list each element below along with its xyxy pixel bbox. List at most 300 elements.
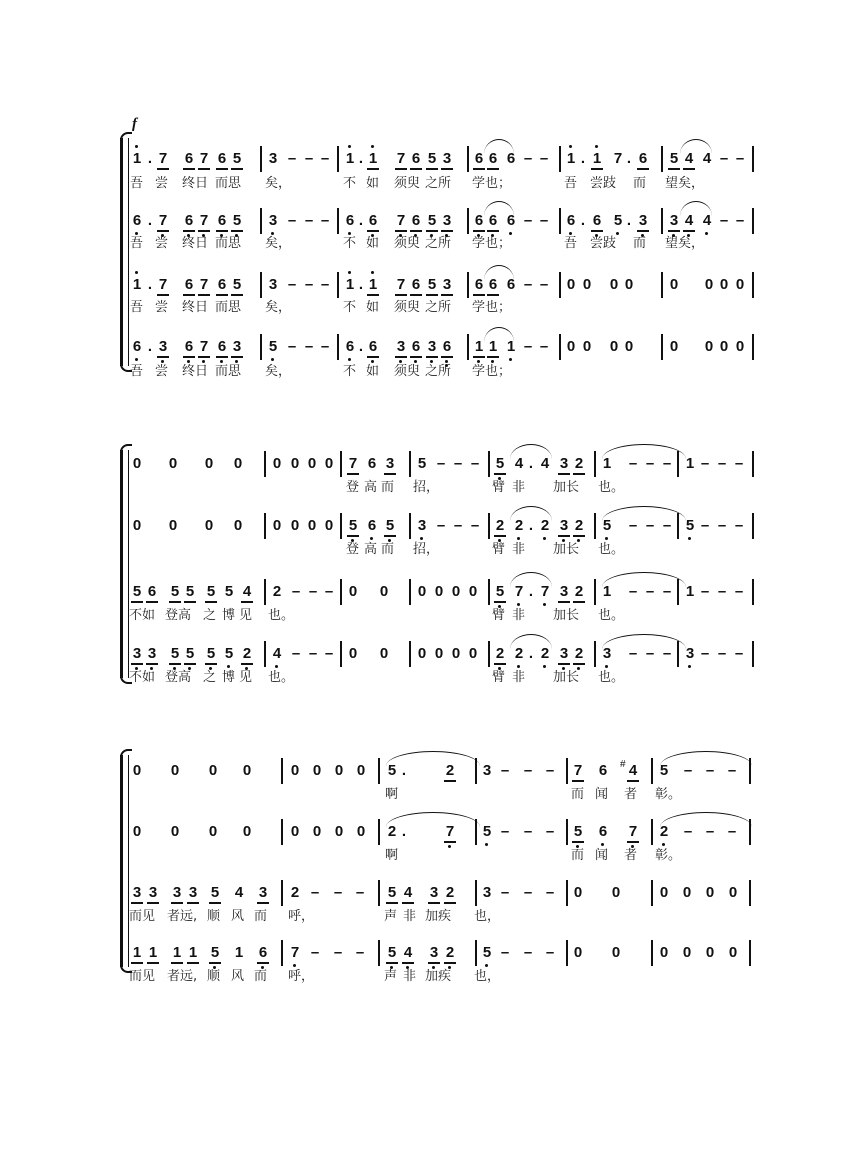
note-digit: 0 [272, 517, 282, 534]
note-digit: 7 [445, 823, 455, 840]
slur-tie [386, 812, 480, 827]
note-digit: 6 [184, 338, 194, 355]
note [667, 150, 681, 168]
note [427, 944, 441, 962]
note [394, 276, 408, 294]
augmentation-dot: . [147, 212, 153, 229]
duration-dash: – [717, 583, 727, 600]
barline [752, 146, 754, 172]
octave-down-dot [399, 360, 402, 363]
note [168, 583, 182, 601]
rest [202, 455, 216, 473]
duration-dash: – [304, 276, 314, 293]
note-digit: 0 [290, 823, 300, 840]
rest [415, 645, 429, 663]
lyric-text: 也。 [598, 670, 625, 685]
duration-dash: – [453, 455, 463, 472]
note [394, 150, 408, 168]
duration-dash: – [470, 517, 480, 534]
rest [130, 823, 144, 841]
note-digit: 7 [199, 276, 209, 293]
note-digit: 4 [403, 884, 413, 901]
duration-dash: – [523, 884, 533, 901]
note [156, 338, 170, 356]
note-digit: 0 [417, 583, 427, 600]
lyric-text: 不如 [129, 608, 156, 623]
note-digit: 6 [184, 212, 194, 229]
lyric-text: 须臾 [394, 176, 421, 191]
lyric-text: 而见 [129, 909, 156, 924]
note-digit: 6 [506, 212, 516, 229]
duration-dash: – [320, 276, 330, 293]
note-digit: 0 [290, 455, 300, 472]
note-digit: 0 [468, 583, 478, 600]
note [590, 212, 604, 230]
lyric-text: 矣， [265, 236, 292, 251]
rest [607, 276, 621, 294]
note-digit: 2 [574, 645, 584, 662]
note-digit: 6 [598, 823, 608, 840]
note-digit: 6 [638, 150, 648, 167]
duration-dash: – [436, 455, 446, 472]
note [346, 517, 360, 535]
note-digit: 3 [429, 944, 439, 961]
barline [488, 579, 490, 605]
duration-dash: – [539, 150, 549, 167]
note-digit: 0 [307, 455, 317, 472]
rest [354, 823, 368, 841]
lyric-text: 吾 [130, 364, 144, 379]
rest [733, 338, 747, 356]
lyric-text: 望矣， [665, 176, 705, 191]
rest [354, 762, 368, 780]
note-digit: 2 [242, 645, 252, 662]
augmentation-dot: . [147, 276, 153, 293]
rest [680, 944, 694, 962]
note-digit: 1 [368, 150, 378, 167]
barline [378, 819, 380, 845]
rest [432, 583, 446, 601]
barline [337, 334, 339, 360]
rest [130, 762, 144, 780]
rest [130, 455, 144, 473]
barline [651, 940, 653, 966]
note-digit: 3 [482, 762, 492, 779]
lyric-text: 不 [343, 300, 357, 315]
rest [231, 517, 245, 535]
duration-dash: – [700, 455, 710, 472]
barline [752, 451, 754, 477]
note [401, 944, 415, 962]
barline [467, 272, 469, 298]
note [130, 338, 144, 356]
barline [281, 940, 283, 966]
note-digit: 6 [411, 338, 421, 355]
note-digit: 5 [232, 212, 242, 229]
note-digit: 0 [728, 944, 738, 961]
lyric-text: 尝 [155, 236, 169, 251]
lyric-text: 臂 [492, 608, 506, 623]
note [156, 212, 170, 230]
note-digit: 1 [132, 150, 142, 167]
lyric-text: 见 [239, 670, 253, 685]
rest [305, 455, 319, 473]
barline [594, 641, 596, 667]
augmentation-dot: . [358, 212, 364, 229]
note [183, 583, 197, 601]
lyric-text: 加长 [553, 480, 580, 495]
note-digit: 3 [258, 884, 268, 901]
note-digit: 0 [719, 276, 729, 293]
lyric-text: 招， [413, 542, 440, 557]
octave-down-dot [202, 360, 205, 363]
slur-tie [602, 634, 686, 649]
note [564, 150, 578, 168]
rest [717, 276, 731, 294]
rest [270, 455, 284, 473]
duration-dash: – [645, 455, 655, 472]
lyric-text: 非 [512, 608, 526, 623]
lyric-text: 如 [366, 236, 380, 251]
lyric-text: 而思 [215, 300, 242, 315]
rest [346, 583, 360, 601]
rest [377, 583, 391, 601]
rest [166, 517, 180, 535]
octave-down-dot [605, 537, 608, 540]
slur-tie [602, 444, 686, 459]
note [288, 884, 302, 902]
augmentation-dot: . [580, 212, 586, 229]
note [571, 823, 585, 841]
lyric-text: 顺 [207, 969, 221, 984]
note [626, 823, 640, 841]
note-digit: 6 [258, 944, 268, 961]
note [215, 150, 229, 168]
note [425, 338, 439, 356]
note-digit: 0 [324, 517, 334, 534]
rest [202, 517, 216, 535]
note-digit: 2 [514, 645, 524, 662]
note-digit: 0 [348, 645, 358, 662]
octave-down-dot [370, 537, 373, 540]
octave-down-dot [271, 232, 274, 235]
note-digit: 0 [735, 276, 745, 293]
note-digit: 6 [147, 583, 157, 600]
duration-dash: – [291, 645, 301, 662]
barline [661, 208, 663, 234]
note-digit: 0 [434, 645, 444, 662]
octave-up-dot [371, 145, 374, 148]
note-digit: 7 [199, 212, 209, 229]
duration-dash: – [287, 150, 297, 167]
note-digit: 5 [427, 276, 437, 293]
octave-down-dot [509, 358, 512, 361]
note-digit: 6 [411, 150, 421, 167]
note [401, 884, 415, 902]
note [557, 455, 571, 473]
barline [340, 451, 342, 477]
note [232, 884, 246, 902]
note-digit: 1 [685, 583, 695, 600]
note-digit: 7 [158, 212, 168, 229]
note [204, 645, 218, 663]
rest [667, 276, 681, 294]
note-digit: 0 [624, 338, 634, 355]
note-digit: 7 [514, 583, 524, 600]
note-digit: 6 [217, 338, 227, 355]
note-digit: 4 [272, 645, 282, 662]
rest [322, 517, 336, 535]
lyric-text: 学也； [472, 364, 512, 379]
note-digit: 5 [669, 150, 679, 167]
system-bracket [120, 138, 129, 366]
note-digit: 6 [217, 150, 227, 167]
lyric-text: 登高 [165, 608, 192, 623]
lyric-text: 而 [381, 480, 395, 495]
lyric-text: 如 [366, 300, 380, 315]
barline [260, 334, 262, 360]
rest [607, 338, 621, 356]
note [270, 645, 284, 663]
note-digit: 6 [474, 150, 484, 167]
slur-tie [510, 444, 552, 459]
note [557, 583, 571, 601]
note-digit: 0 [682, 944, 692, 961]
barline [264, 641, 266, 667]
octave-down-dot [161, 360, 164, 363]
note-digit: 5 [232, 276, 242, 293]
rest [168, 823, 182, 841]
note [346, 455, 360, 473]
duration-dash: – [705, 762, 715, 779]
rest [702, 276, 716, 294]
rest [564, 338, 578, 356]
barline [475, 940, 477, 966]
note [409, 338, 423, 356]
duration-dash: – [700, 583, 710, 600]
barline [260, 208, 262, 234]
duration-dash: – [734, 517, 744, 534]
duration-dash: – [727, 823, 737, 840]
note-digit: 0 [307, 517, 317, 534]
note [130, 944, 144, 962]
barline [661, 272, 663, 298]
note-digit: 0 [468, 645, 478, 662]
note-digit: 7 [158, 276, 168, 293]
note [186, 944, 200, 962]
augmentation-dot: . [580, 150, 586, 167]
octave-down-dot [491, 360, 494, 363]
barline [409, 451, 411, 477]
octave-down-dot [485, 843, 488, 846]
rest [466, 583, 480, 601]
lyric-text: 风 [231, 909, 245, 924]
lyric-text: 声 [384, 909, 398, 924]
note-digit: 6 [442, 338, 452, 355]
lyric-text: 之 [203, 670, 217, 685]
note-digit: 5 [210, 884, 220, 901]
note-digit: 5 [185, 645, 195, 662]
barline [661, 146, 663, 172]
note [440, 150, 454, 168]
duration-dash: – [324, 583, 334, 600]
duration-dash: – [719, 150, 729, 167]
lyric-text: 尝跂 [590, 236, 617, 251]
duration-dash: – [310, 944, 320, 961]
lyric-text: 尝 [155, 364, 169, 379]
note [197, 338, 211, 356]
rest [240, 823, 254, 841]
note-digit: 7 [199, 150, 209, 167]
duration-dash: – [355, 944, 365, 961]
note-digit: 0 [204, 517, 214, 534]
octave-up-dot [135, 145, 138, 148]
slur-tie [484, 265, 514, 280]
rest [346, 645, 360, 663]
lyric-text: 也。 [598, 542, 625, 557]
lyric-text: 而 [571, 787, 585, 802]
note-digit: 0 [348, 583, 358, 600]
note [667, 212, 681, 230]
note-digit: 0 [324, 455, 334, 472]
note [366, 212, 380, 230]
note-digit: 0 [719, 338, 729, 355]
note [182, 338, 196, 356]
lyric-text: 啊 [385, 848, 399, 863]
note-digit: 0 [417, 645, 427, 662]
note [197, 212, 211, 230]
note-digit: 2 [540, 645, 550, 662]
rest [377, 645, 391, 663]
duration-dash: – [287, 338, 297, 355]
note-digit: 0 [659, 944, 669, 961]
note-digit: 2 [290, 884, 300, 901]
duration-dash: – [523, 762, 533, 779]
note-digit: 5 [348, 517, 358, 534]
lyric-text: 吾 [564, 176, 578, 191]
note [343, 276, 357, 294]
lyric-text: 矣， [265, 364, 292, 379]
note [366, 276, 380, 294]
note-digit: 2 [514, 517, 524, 534]
note-digit: 6 [132, 212, 142, 229]
barline [752, 641, 754, 667]
note-digit: 0 [233, 517, 243, 534]
lyric-text: 高 [364, 542, 378, 557]
note [266, 276, 280, 294]
lyric-text: 矣， [265, 300, 292, 315]
rest [726, 944, 740, 962]
note-digit: 0 [208, 762, 218, 779]
duration-dash: – [662, 583, 672, 600]
lyric-text: 非 [403, 969, 417, 984]
lyric-text: 须臾 [394, 300, 421, 315]
note [288, 944, 302, 962]
note [365, 517, 379, 535]
note-digit: 0 [168, 455, 178, 472]
barline [281, 758, 283, 784]
duration-dash: – [734, 583, 744, 600]
note-digit: 1 [506, 338, 516, 355]
note-digit: 5 [232, 150, 242, 167]
note [394, 338, 408, 356]
note-digit: 0 [582, 338, 592, 355]
barline [651, 758, 653, 784]
note-digit: 5 [385, 517, 395, 534]
note-digit: 0 [168, 517, 178, 534]
system-bracket [120, 755, 129, 967]
octave-down-dot [601, 843, 604, 846]
rest [310, 823, 324, 841]
note-digit: 0 [704, 338, 714, 355]
note [385, 884, 399, 902]
octave-down-dot [485, 964, 488, 967]
slur-tie [680, 201, 712, 216]
note-digit: 0 [208, 823, 218, 840]
octave-up-dot [595, 145, 598, 148]
octave-down-dot [616, 232, 619, 235]
rest [231, 455, 245, 473]
lyric-text: 加疾 [425, 969, 452, 984]
note-digit: 5 [613, 212, 623, 229]
lyric-text: 闻 [595, 848, 609, 863]
note [572, 645, 586, 663]
note-digit: 3 [602, 645, 612, 662]
note-digit: 0 [434, 583, 444, 600]
note-digit: 0 [659, 884, 669, 901]
barline [752, 334, 754, 360]
duration-dash: – [735, 212, 745, 229]
barline [467, 208, 469, 234]
note [197, 150, 211, 168]
note-digit: 3 [132, 884, 142, 901]
note-digit: 5 [427, 212, 437, 229]
rest [667, 338, 681, 356]
note [427, 884, 441, 902]
duration-dash: – [304, 338, 314, 355]
note [571, 762, 585, 780]
note-digit: 6 [345, 338, 355, 355]
barline [488, 513, 490, 539]
note [230, 338, 244, 356]
duration-dash: – [320, 338, 330, 355]
barline [409, 641, 411, 667]
note [270, 583, 284, 601]
note [240, 645, 254, 663]
note [443, 944, 457, 962]
note-digit: 5 [482, 944, 492, 961]
note [620, 759, 640, 780]
note-digit: 6 [368, 338, 378, 355]
duration-dash: – [700, 645, 710, 662]
note-digit: 6 [566, 212, 576, 229]
note-digit: 3 [147, 645, 157, 662]
lyric-text: 臂 [492, 670, 506, 685]
note [182, 150, 196, 168]
note-digit: 3 [559, 455, 569, 472]
note-digit: 3 [638, 212, 648, 229]
octave-down-dot [135, 358, 138, 361]
slur-tie [484, 327, 514, 342]
slur-tie [510, 506, 552, 521]
rest [240, 762, 254, 780]
note [443, 884, 457, 902]
note [365, 455, 379, 473]
lyric-text: 博 [222, 608, 236, 623]
barline [651, 819, 653, 845]
note-digit: 2 [445, 944, 455, 961]
barline [260, 146, 262, 172]
